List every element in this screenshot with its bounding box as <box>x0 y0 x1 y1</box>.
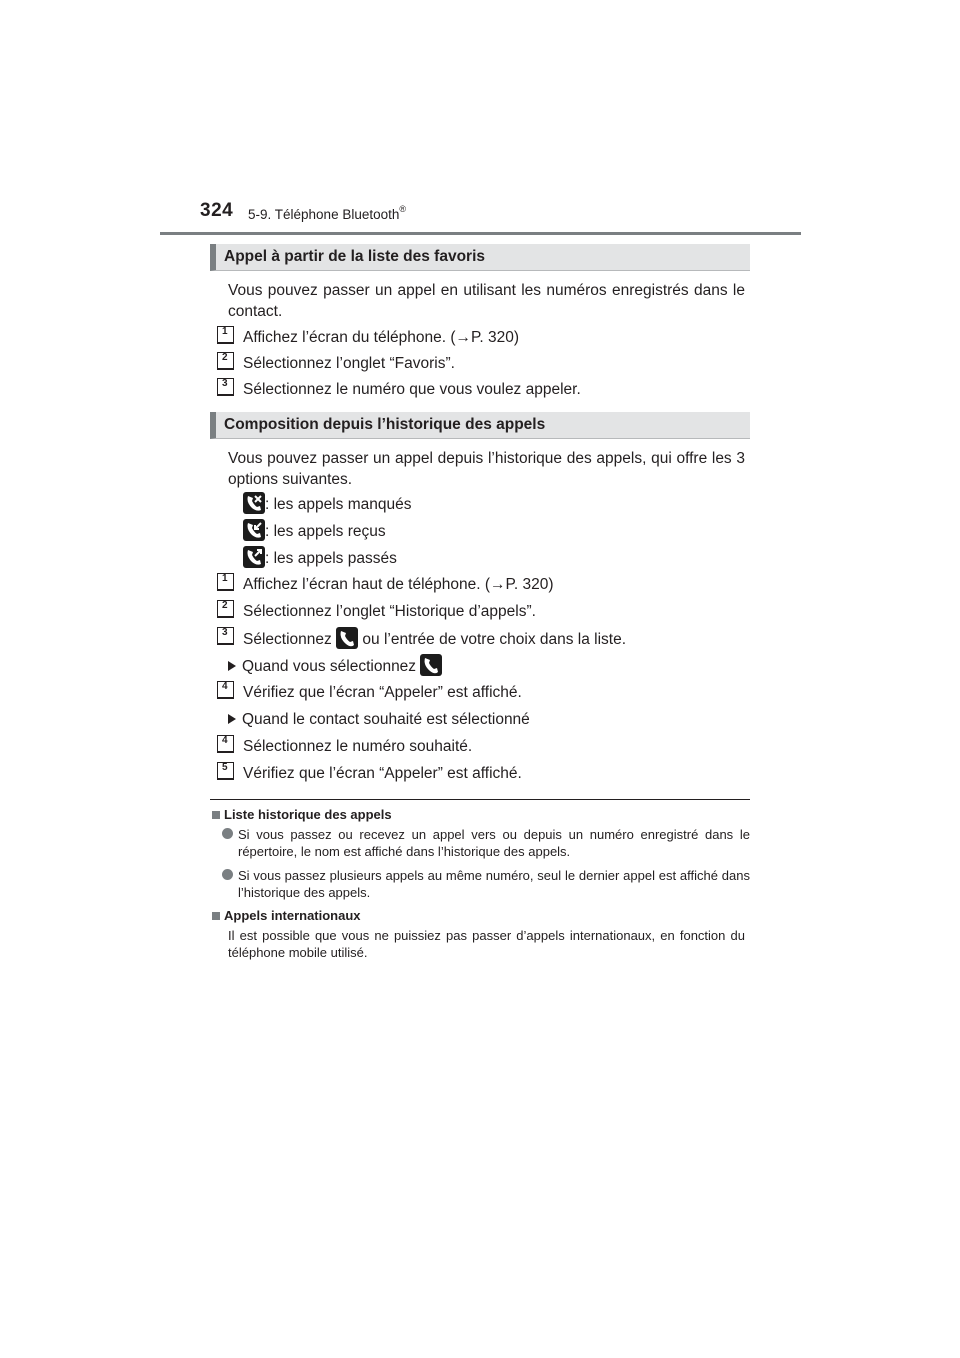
chapter-title <box>248 204 407 222</box>
step-number: 2 <box>217 600 234 618</box>
legend-text: : les appels reçus <box>265 523 386 541</box>
note-heading-international <box>212 907 361 924</box>
history-intro: Vous pouvez passer un appel depuis l’historique des appels, qui offre les 3 options suivantes. <box>228 450 745 488</box>
condition-text: Quand le contact souhaité est sélectionné <box>242 711 530 728</box>
step-text: Affichez l’écran du téléphone. (→P. 320) <box>243 329 520 346</box>
note-bullet <box>222 867 750 901</box>
condition-row <box>228 710 530 730</box>
step-number: 3 <box>217 378 234 396</box>
legend-outgoing <box>243 548 397 570</box>
legend-missed <box>243 494 411 516</box>
condition-text: Quand vous sélectionnez <box>242 658 417 676</box>
arrow-icon <box>228 714 236 724</box>
section-heading-favorites: Appel à partir de la liste des favoris <box>210 244 750 271</box>
legend-received <box>243 521 386 543</box>
phone-icon <box>336 627 358 649</box>
note-bullet-text: Si vous passez ou recevez un appel vers ou depuis un numéro enregistré dans le répertoire, le nom est affiché dans l’historique des appels. <box>238 827 750 859</box>
step-text: Sélectionnez l’onglet “Historique d’appels”. <box>243 603 536 620</box>
note-bullet <box>222 826 750 860</box>
step-text <box>243 629 626 651</box>
bullet-dot-icon <box>222 869 233 880</box>
bullet-dot-icon <box>222 828 233 839</box>
step-text: Sélectionnez le numéro souhaité. <box>243 738 473 755</box>
step-text: Vérifiez que l’écran “Appeler” est affiché. <box>243 765 522 782</box>
phone-icon <box>420 654 442 676</box>
condition-row <box>228 656 442 678</box>
note-heading-text: Appels internationaux <box>224 908 361 923</box>
note-international-body: Il est possible que vous ne puissiez pas passer d’appels internationaux, en fonction du téléphone mobile utilisé. <box>228 928 745 960</box>
step-text: Affichez l’écran haut de téléphone. (→P. 320) <box>243 576 554 593</box>
header-rule <box>160 232 801 235</box>
section-heading-history: Composition depuis l’historique des appels <box>210 412 750 439</box>
missed-call-icon <box>243 492 265 514</box>
step-text: Sélectionnez l’onglet “Favoris”. <box>243 355 455 372</box>
note-bullet-text: Si vous passez plusieurs appels au même numéro, seul le dernier appel est affiché dans l’historique des appels. <box>238 868 750 900</box>
note-heading-history-list <box>212 806 392 823</box>
step-number: 4 <box>217 735 234 753</box>
step-text-after: ou l’entrée de votre choix dans la liste. <box>362 631 627 649</box>
arrow-icon <box>228 661 236 671</box>
received-call-icon <box>243 519 265 541</box>
note-heading-text: Liste historique des appels <box>224 807 392 822</box>
legend-text: : les appels passés <box>265 550 397 568</box>
square-bullet-icon <box>212 811 220 819</box>
page-number: 324 <box>200 200 234 221</box>
step-text-before: Sélectionnez <box>243 631 332 649</box>
outgoing-call-icon <box>243 546 265 568</box>
registered-mark: ® <box>399 204 407 214</box>
chapter-title-text: 5-9. Téléphone Bluetooth <box>248 207 400 222</box>
favorites-intro: Vous pouvez passer un appel en utilisant les numéros enregistrés dans le contact. <box>228 282 745 320</box>
step-number: 1 <box>217 326 234 344</box>
step-text: Vérifiez que l’écran “Appeler” est affiché. <box>243 684 522 701</box>
step-number: 2 <box>217 352 234 370</box>
square-bullet-icon <box>212 912 220 920</box>
step-text: Sélectionnez le numéro que vous voulez appeler. <box>243 381 581 398</box>
legend-text: : les appels manqués <box>265 496 412 514</box>
step-number: 4 <box>217 681 234 699</box>
notes-divider <box>210 799 750 800</box>
step-number: 1 <box>217 573 234 591</box>
step-number: 5 <box>217 762 234 780</box>
step-number: 3 <box>217 627 234 645</box>
